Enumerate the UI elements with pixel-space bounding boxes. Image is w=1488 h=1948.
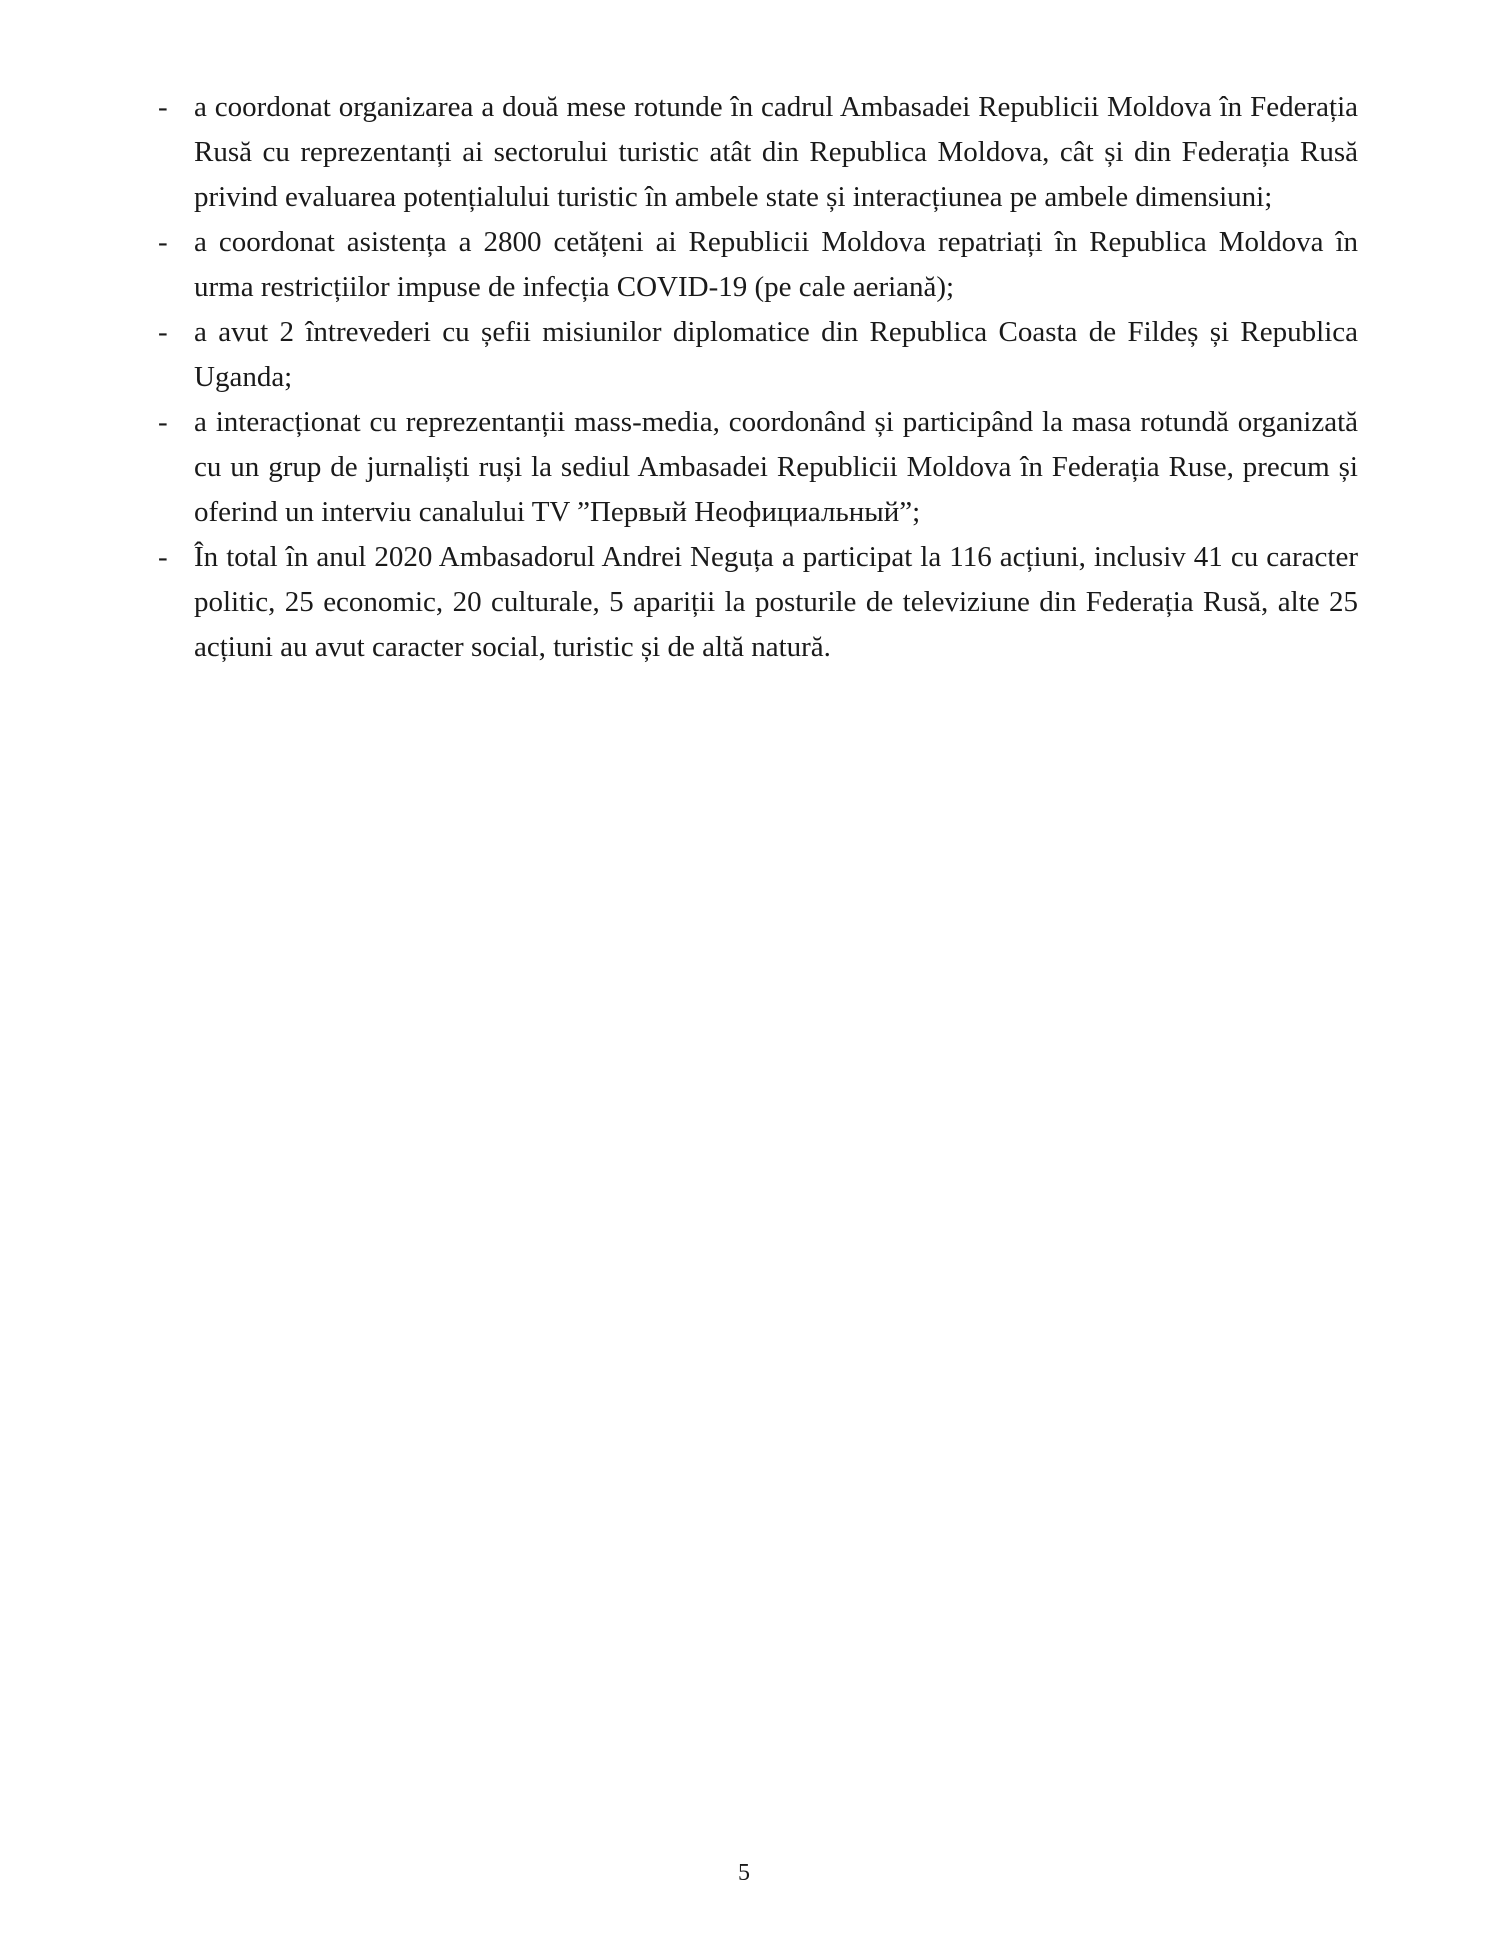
activity-bullet-list	[158, 85, 1358, 670]
list-item	[158, 85, 1358, 220]
list-item-text: În total în anul 2020 Ambasadorul Andrei Neguța a participat la 116 acțiuni, inclusiv 41 cu caracter politic, 25 economic, 20 culturale, 5 apariții la posturile de televiziune din Federația Rusă, alte 25 acțiuni au avut caracter social, turistic și de altă natură.	[194, 541, 1358, 663]
list-item-text: a avut 2 întrevederi cu șefii misiunilor diplomatice din Republica Coasta de Fildeș și Republica Uganda;	[194, 316, 1358, 393]
list-item	[158, 310, 1358, 400]
list-item-text: a coordonat asistența a 2800 cetățeni ai Republicii Moldova repatriați în Republica Moldova în urma restricțiilor impuse de infecția COVID-19 (pe cale aeriană);	[194, 226, 1358, 303]
bullet-dash: -	[158, 406, 168, 438]
bullet-dash: -	[158, 541, 168, 573]
bullet-dash: -	[158, 316, 168, 348]
bullet-dash: -	[158, 91, 168, 123]
page-number: 5	[738, 1860, 750, 1886]
list-item	[158, 220, 1358, 310]
list-item	[158, 400, 1358, 535]
list-item-text: a interacționat cu reprezentanții mass-media, coordonând și participând la masa rotundă organizată cu un grup de jurnaliști ruși la sediul Ambasadei Republicii Moldova în Federația Ruse, precum și oferind un interviu canalului TV ”Первый Неофициальный”;	[194, 406, 1358, 528]
list-item-text: a coordonat organizarea a două mese rotunde în cadrul Ambasadei Republicii Moldova în Federația Rusă cu reprezentanți ai sectorului turistic atât din Republica Moldova, cât și din Federația Rusă privind evaluarea potențialului turistic în ambele state și interacțiunea pe ambele dimensiuni;	[194, 91, 1358, 213]
list-item	[158, 535, 1358, 670]
bullet-dash: -	[158, 226, 168, 258]
